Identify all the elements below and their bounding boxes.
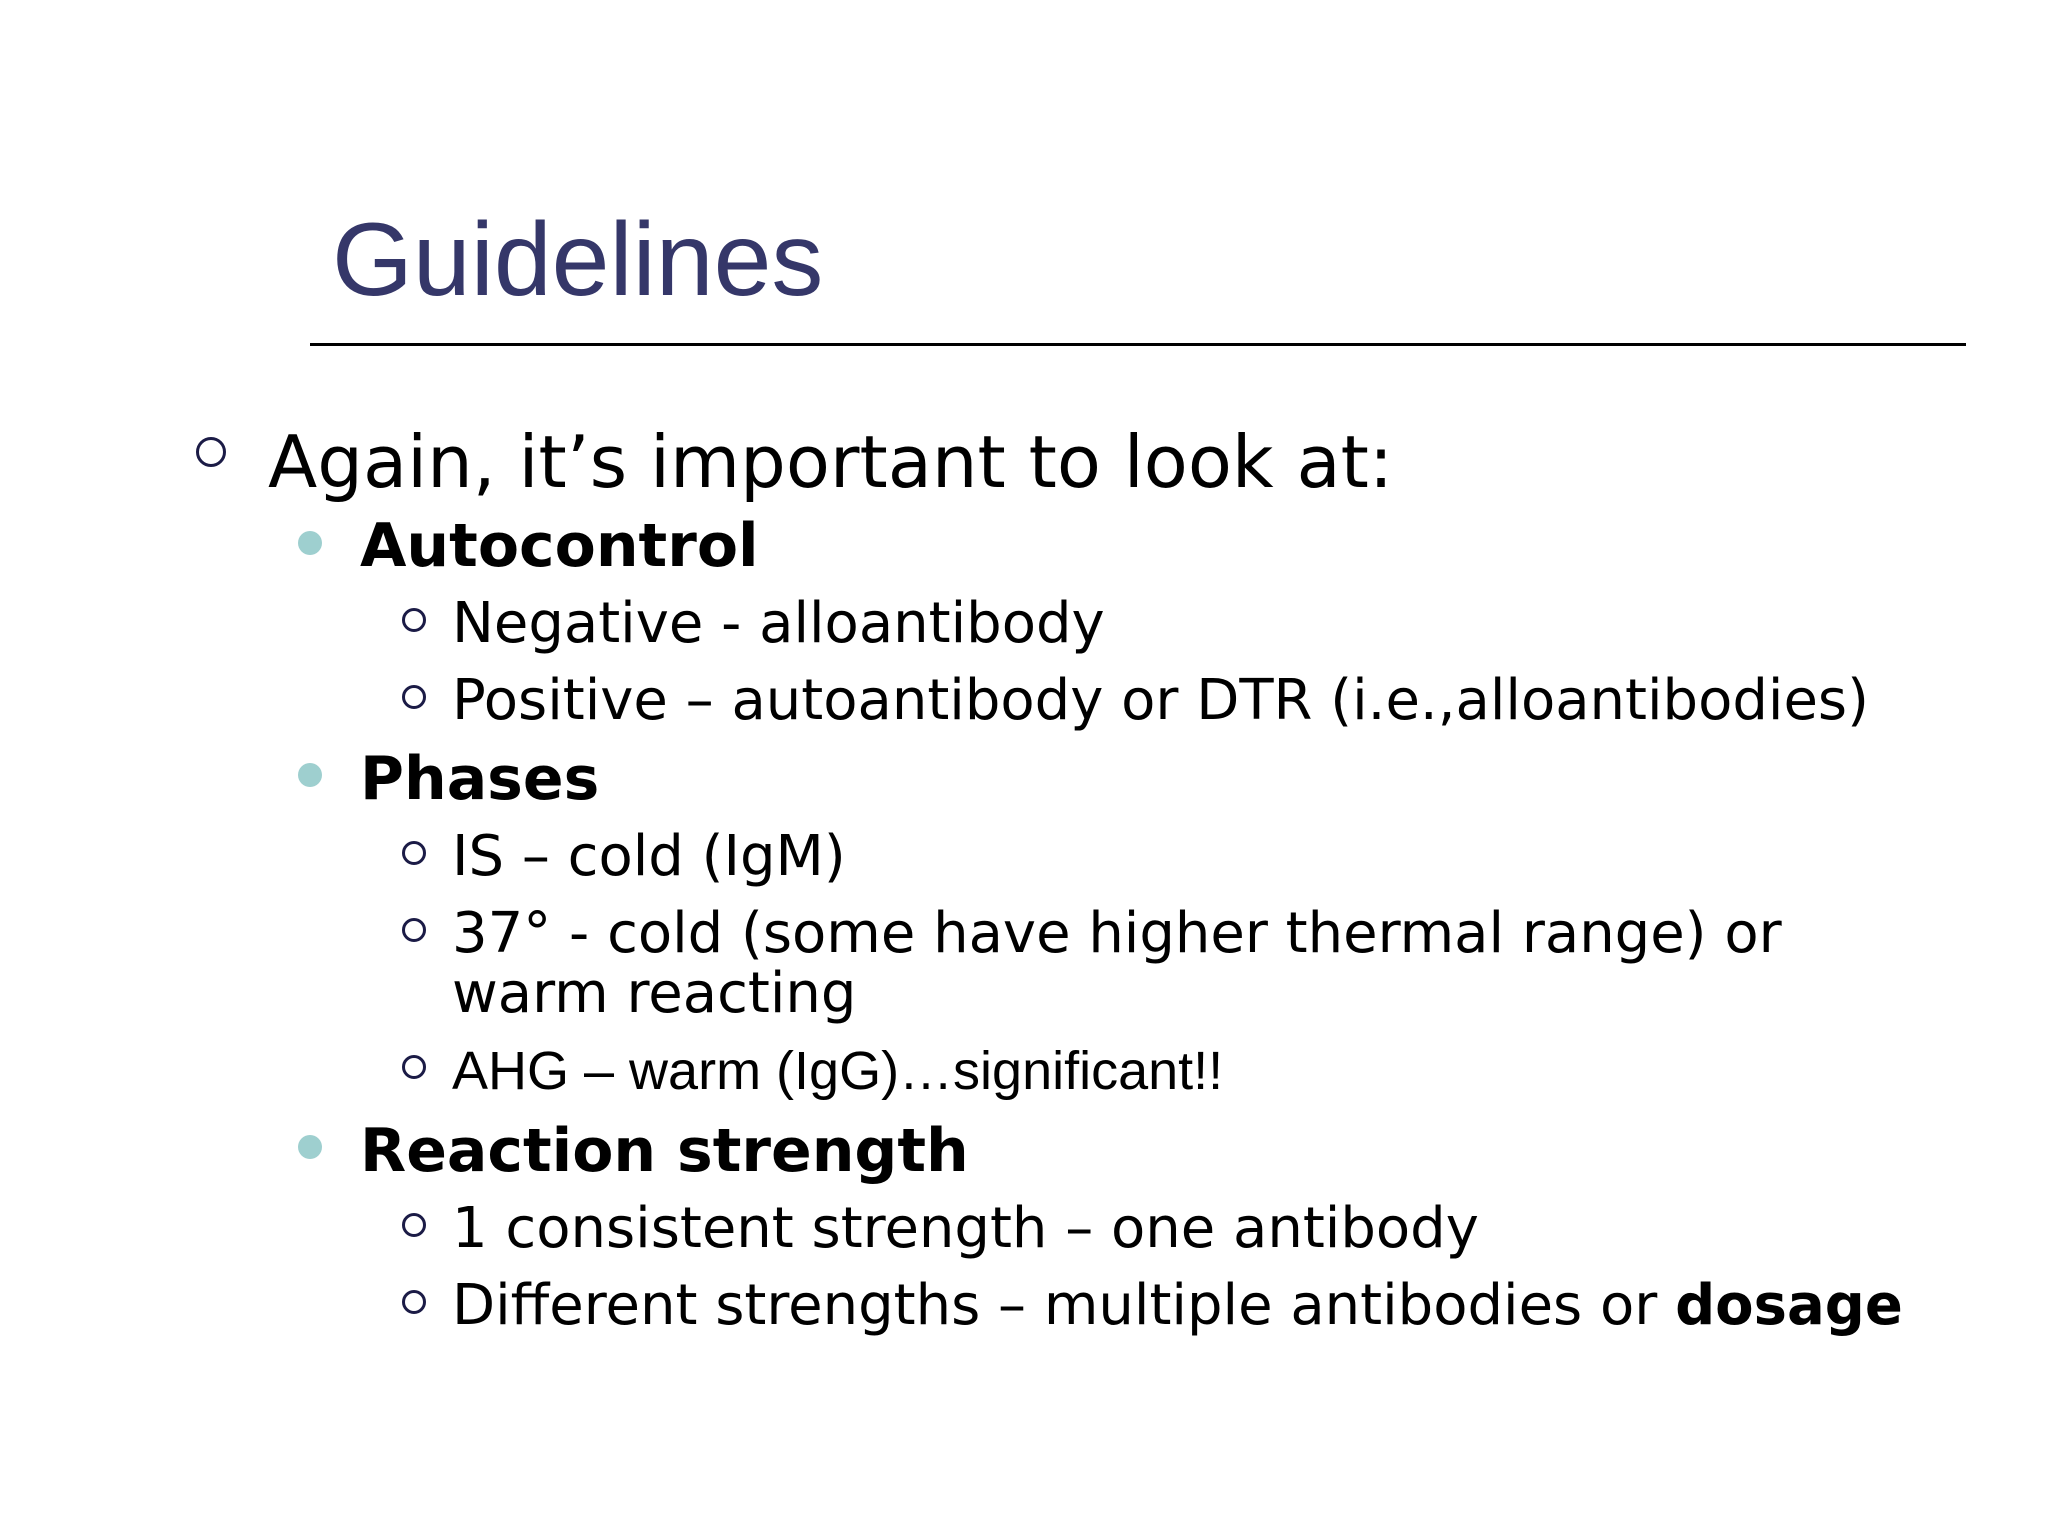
ring-bullet-icon: [196, 437, 226, 467]
emphasis-dosage: dosage: [1675, 1273, 1903, 1338]
list-item-text-continued: warm reacting: [452, 961, 857, 1026]
slide-title: Guidelines: [332, 202, 824, 318]
dot-bullet-icon: [298, 1135, 322, 1159]
list-item-text: 37° - cold (some have higher thermal range) or: [452, 901, 1782, 966]
section-heading: Reaction strength: [360, 1116, 969, 1186]
list-item-text: Negative - alloantibody: [452, 591, 1105, 656]
list-item-text: AHG – warm (IgG)…significant!!: [452, 1041, 1224, 1101]
dot-bullet-icon: [298, 531, 322, 555]
list-item-text: IS – cold (IgM): [452, 824, 846, 889]
list-item-text-regular: Different strengths – multiple antibodies or: [452, 1273, 1676, 1338]
intro-text: Again, it’s important to look at:: [268, 420, 1394, 504]
section-heading: Phases: [360, 744, 600, 814]
section-heading: Autocontrol: [360, 511, 759, 581]
ring-bullet-icon: [402, 918, 426, 942]
ring-bullet-icon: [402, 1055, 426, 1079]
list-item-text: 1 consistent strength – one antibody: [452, 1196, 1479, 1261]
ring-bullet-icon: [402, 1213, 426, 1237]
list-item-text: Positive – autoantibody or DTR (i.e.,alloantibodies): [452, 668, 1869, 733]
ring-bullet-icon: [402, 685, 426, 709]
ring-bullet-icon: [402, 841, 426, 865]
ring-bullet-icon: [402, 608, 426, 632]
list-item-text: [452, 1274, 1903, 1338]
dot-bullet-icon: [298, 763, 322, 787]
ring-bullet-icon: [402, 1290, 426, 1314]
